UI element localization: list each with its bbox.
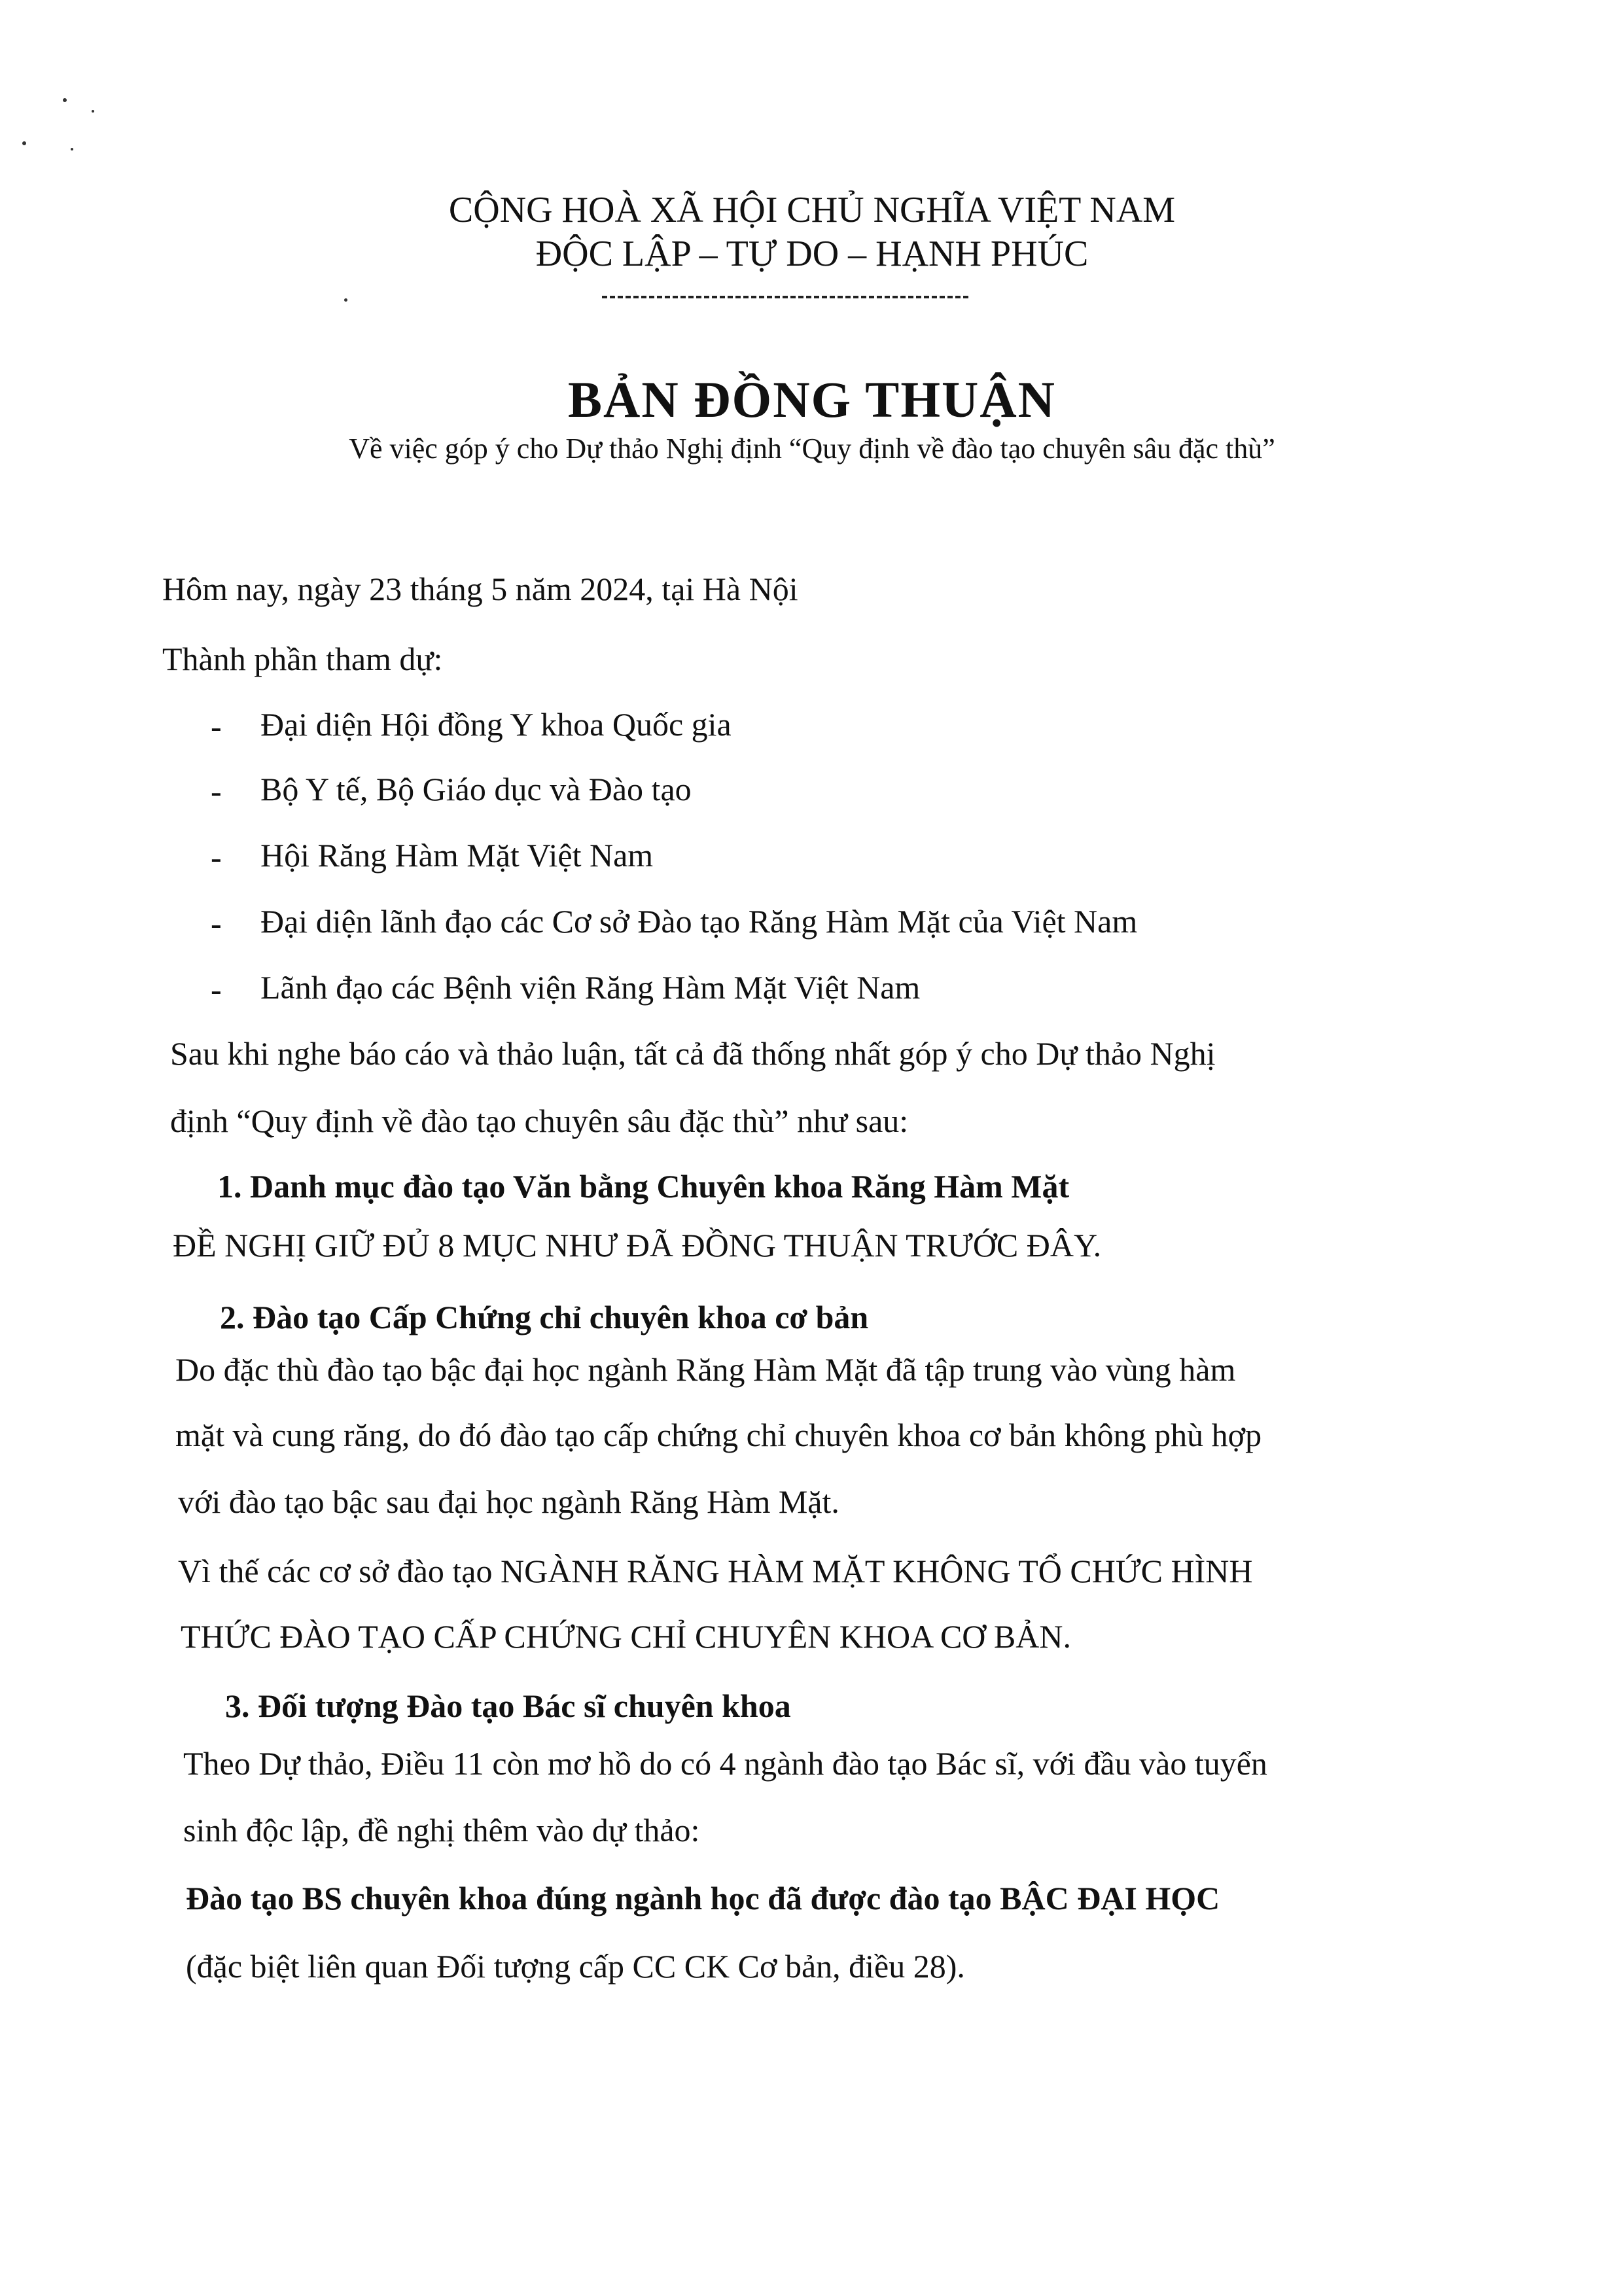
attendee-item: Hội Răng Hàm Mặt Việt Nam (260, 837, 654, 874)
attendee-item: Bộ Y tế, Bộ Giáo dục và Đào tạo (260, 771, 692, 807)
scan-speck (92, 110, 94, 113)
scan-speck (22, 141, 26, 145)
section-heading-1: 1. Danh mục đào tạo Văn bằng Chuyên khoa Răng Hàm Mặt (217, 1168, 1070, 1205)
attendees-label: Thành phần tham dự: (162, 641, 443, 677)
section-2-text: với đào tạo bậc sau đại học ngành Răng Hàm Mặt. (178, 1483, 839, 1520)
national-header-line2: ĐỘC LẬP – TỰ DO – HẠNH PHÚC (535, 234, 1089, 274)
section-2-text: mặt và cung răng, do đó đào tạo cấp chứng chỉ chuyên khoa cơ bản không phù hợp (175, 1417, 1262, 1453)
section-3-text: (đặc biệt liên quan Đối tượng cấp CC CK Cơ bản, điều 28). (186, 1948, 965, 1985)
list-dash: - (211, 839, 222, 875)
section-heading-3: 3. Đối tượng Đào tạo Bác sĩ chuyên khoa (225, 1687, 791, 1724)
scan-speck (63, 98, 67, 102)
national-header-line1: CỘNG HOÀ XÃ HỘI CHỦ NGHĨA VIỆT NAM (448, 190, 1176, 230)
header-divider (602, 296, 968, 298)
section-heading-2: 2. Đào tạo Cấp Chứng chỉ chuyên khoa cơ bản (220, 1299, 869, 1335)
section-1-text: ĐỀ NGHỊ GIỮ ĐỦ 8 MỤC NHƯ ĐÃ ĐỒNG THUẬN TRƯỚC ĐÂY. (173, 1227, 1102, 1263)
section-3-text: sinh độc lập, đề nghị thêm vào dự thảo: (183, 1812, 700, 1848)
section-2-text: THỨC ĐÀO TẠO CẤP CHỨNG CHỈ CHUYÊN KHOA CƠ BẢN. (181, 1618, 1071, 1655)
section-2-text: Vì thế các cơ sở đào tạo NGÀNH RĂNG HÀM MẶT KHÔNG TỔ CHỨC HÌNH (178, 1553, 1253, 1589)
section-3-emphasis: Đào tạo BS chuyên khoa đúng ngành học đã được đào tạo BẬC ĐẠI HỌC (186, 1880, 1220, 1916)
attendee-item: Đại diện Hội đồng Y khoa Quốc gia (260, 706, 732, 743)
date-line: Hôm nay, ngày 23 tháng 5 năm 2024, tại Hà Nội (162, 571, 798, 607)
attendee-item: Đại diện lãnh đạo các Cơ sở Đào tạo Răng Hàm Mặt của Việt Nam (260, 903, 1138, 940)
list-dash: - (211, 905, 222, 942)
list-dash: - (211, 773, 222, 809)
scan-speck (344, 298, 347, 302)
section-3-text: Theo Dự thảo, Điều 11 còn mơ hồ do có 4 ngành đào tạo Bác sĩ, với đầu vào tuyển (183, 1745, 1267, 1782)
attendee-item: Lãnh đạo các Bệnh viện Răng Hàm Mặt Việt Nam (260, 969, 921, 1006)
summary-line: định “Quy định về đào tạo chuyên sâu đặc thù” như sau: (170, 1103, 909, 1139)
document-title: BẢN ĐỒNG THUẬN (568, 371, 1056, 428)
list-dash: - (211, 971, 222, 1008)
list-dash: - (211, 708, 222, 745)
summary-line: Sau khi nghe báo cáo và thảo luận, tất cả đã thống nhất góp ý cho Dự thảo Nghị (170, 1035, 1216, 1072)
document-subtitle: Về việc góp ý cho Dự thảo Nghị định “Quy định về đào tạo chuyên sâu đặc thù” (349, 433, 1275, 465)
scan-speck (71, 148, 73, 150)
section-2-text: Do đặc thù đào tạo bậc đại học ngành Răng Hàm Mặt đã tập trung vào vùng hàm (175, 1351, 1236, 1388)
